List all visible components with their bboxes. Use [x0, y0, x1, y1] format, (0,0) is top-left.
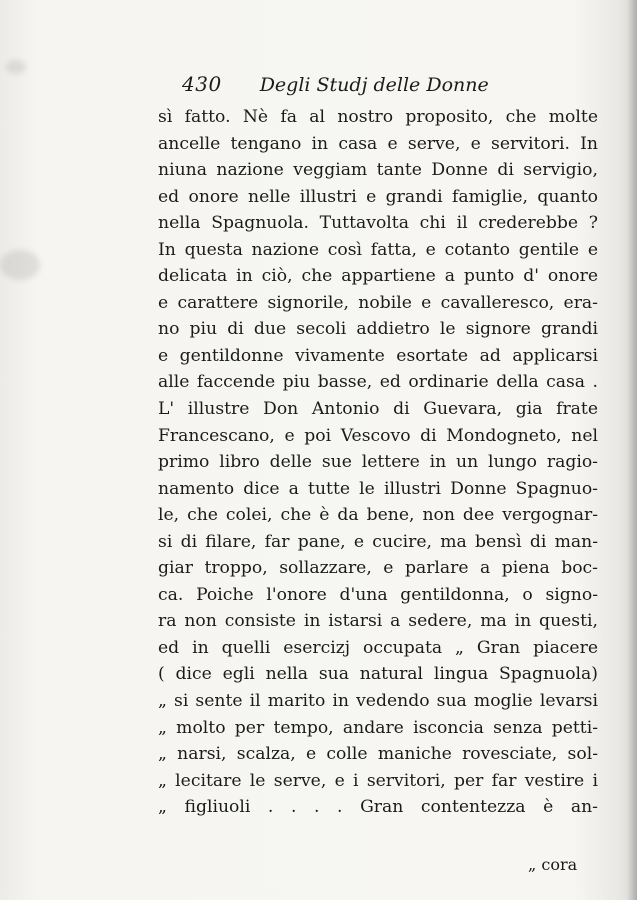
text-line: „ narsi, scalza, e colle maniche rovesciate, sol- [158, 744, 598, 765]
text-line: e gentildonne vivamente esortate ad applicarsi [158, 345, 598, 366]
text-line: ca. Poiche l'onore d'una gentildonna, o signo- [158, 584, 598, 605]
text-line: alle faccende piu basse, ed ordinarie della casa . [158, 372, 598, 393]
page-edge-shadow [627, 0, 637, 900]
text-line: „ figliuoli . . . . Gran contentezza è an- [158, 797, 598, 818]
text-line: no piu di due secoli addietro le signore grandi [158, 319, 598, 340]
text-line: giar troppo, sollazzare, e parlare a piena boc- [158, 558, 598, 579]
text-line: ( dice egli nella sua natural lingua Spagnuola) [158, 664, 598, 685]
text-line: ra non consiste in istarsi a sedere, ma in questi, [158, 611, 598, 632]
text-line: ancelle tengano in casa e serve, e servitori. In [158, 133, 598, 154]
running-header [182, 72, 489, 100]
text-line: „ molto per tempo, andare isconcia senza petti- [158, 717, 598, 738]
text-line: nella Spagnuola. Tuttavolta chi il crederebbe ? [158, 213, 598, 234]
body-text [158, 104, 598, 821]
text-line: delicata in ciò, che appartiene a punto d' onore [158, 266, 598, 287]
text-line: niuna nazione veggiam tante Donne di servigio, [158, 160, 598, 181]
text-line: In questa nazione così fatta, e cotanto gentile e [158, 239, 598, 260]
page-number: 430 [182, 72, 222, 96]
text-line: „ lecitare le serve, e i servitori, per far vestire i [158, 770, 598, 791]
paper-stain [6, 60, 26, 74]
text-line: si di filare, far pane, e cucire, ma bensì di man- [158, 531, 598, 552]
text-line: Francescano, e poi Vescovo di Mondogneto, nel [158, 425, 598, 446]
text-line: ed in quelli esercizj occupata „ Gran piacere [158, 637, 598, 658]
text-line: le, che colei, che è da bene, non dee vergognar- [158, 505, 598, 526]
text-line: sì fatto. Nè fa al nostro proposito, che molte [158, 107, 598, 127]
text-line: L' illustre Don Antonio di Guevara, gia frate [158, 399, 598, 420]
text-line: „ si sente il marito in vedendo sua moglie levarsi [158, 691, 598, 712]
catchword: „ cora [528, 855, 578, 874]
text-line: primo libro delle sue lettere in un lungo ragio- [158, 452, 598, 473]
paper-stain [0, 250, 40, 280]
running-title: Degli Studj delle Donne [259, 74, 489, 96]
text-line: namento dice a tutte le illustri Donne Spagnuo- [158, 478, 598, 499]
text-line: ed onore nelle illustri e grandi famiglie, quanto [158, 186, 598, 207]
text-line: e carattere signorile, nobile e cavalleresco, era- [158, 292, 598, 313]
